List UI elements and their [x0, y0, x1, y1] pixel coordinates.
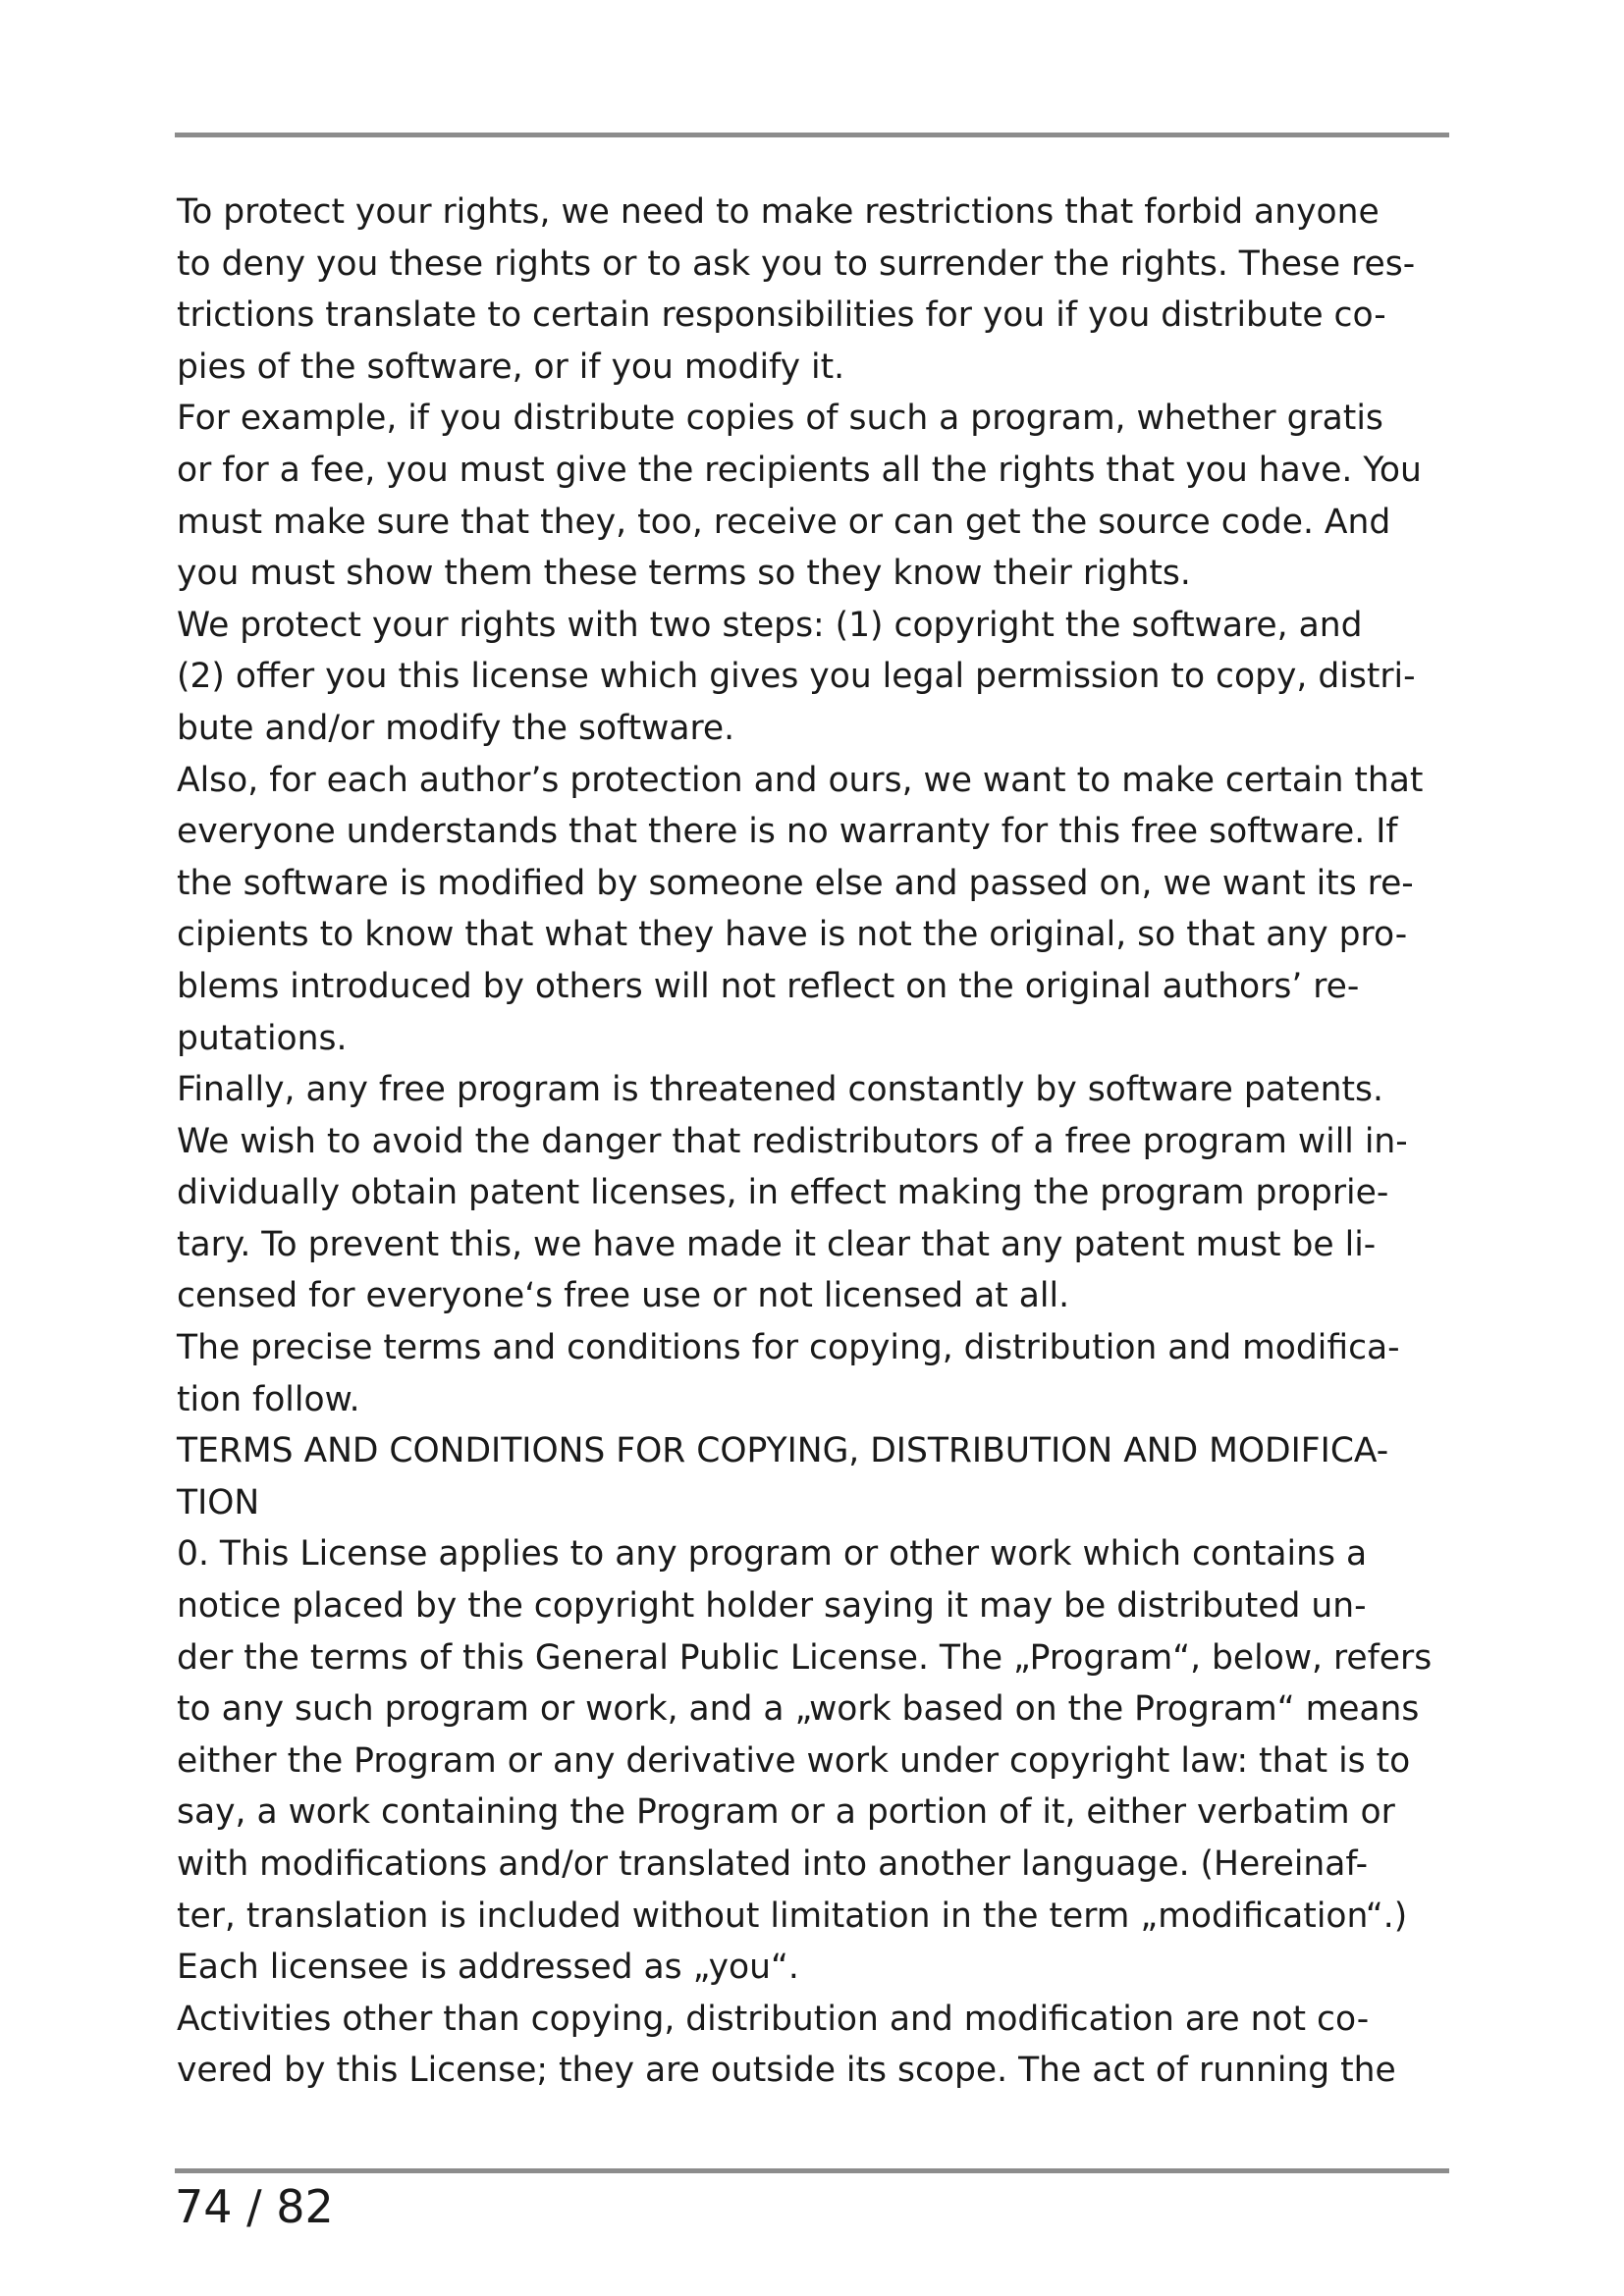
text-line: or for a fee, you must give the recipients all the rights that you have. You: [177, 450, 1422, 490]
text-line: everyone understands that there is no warranty for this free software. If: [177, 812, 1398, 852]
text-line: say, a work containing the Program or a portion of it, either verbatim or: [177, 1792, 1395, 1833]
text-line: blems introduced by others will not reflect on the original authors’ re-: [177, 966, 1360, 1006]
text-line: For example, if you distribute copies of such a program, whether gratis: [177, 399, 1383, 439]
text-line: to deny you these rights or to ask you to surrender the rights. These res-: [177, 243, 1416, 284]
text-line: to any such program or work, and a „work based on the Program“ means: [177, 1689, 1420, 1730]
page-number: 74 / 82: [175, 2180, 334, 2233]
text-line: notice placed by the copyright holder saying it may be distributed un-: [177, 1586, 1367, 1627]
text-line: We protect your rights with two steps: (1) copyright the software, and: [177, 605, 1363, 645]
text-line: We wish to avoid the danger that redistributors of a free program will in-: [177, 1121, 1408, 1161]
text-line: the software is modified by someone else and passed on, we want its re-: [177, 863, 1414, 903]
paragraph-activities-scope: [177, 1994, 1453, 2097]
text-line: TERMS AND CONDITIONS FOR COPYING, DISTRIBUTION AND MODIFICA-: [177, 1431, 1389, 1471]
text-line: bute and/or modify the software.: [177, 708, 735, 748]
text-line: tion follow.: [177, 1379, 360, 1419]
text-line: vered by this License; they are outside its scope. The act of running the: [177, 2051, 1396, 2091]
paragraph-rights-restrictions: [177, 187, 1453, 393]
text-line: must make sure that they, too, receive or can get the source code. And: [177, 502, 1391, 542]
text-line: Finally, any free program is threatened constantly by software patents.: [177, 1070, 1383, 1110]
text-line: cipients to know that what they have is not the original, so that any pro-: [177, 915, 1408, 955]
text-line: trictions translate to certain responsibilities for you if you distribute co-: [177, 295, 1386, 336]
text-line: tary. To prevent this, we have made it clear that any patent must be li-: [177, 1224, 1377, 1264]
document-body: [177, 187, 1453, 2097]
text-line: TION: [177, 1482, 260, 1522]
paragraph-software-patents: [177, 1064, 1453, 1322]
bottom-divider: [175, 2168, 1449, 2173]
paragraph-no-warranty: [177, 755, 1453, 1065]
text-line: Also, for each author’s protection and ours, we want to make certain that: [177, 760, 1424, 800]
text-line: der the terms of this General Public License. The „Program“, below, refers: [177, 1637, 1433, 1678]
text-line: censed for everyone‘s free use or not licensed at all.: [177, 1276, 1070, 1316]
text-line: you must show them these terms so they know their rights.: [177, 554, 1191, 594]
paragraph-two-steps: [177, 600, 1453, 755]
paragraph-clause-0: [177, 1528, 1453, 1993]
text-line: The precise terms and conditions for copying, distribution and modifica-: [177, 1328, 1400, 1368]
text-line: ter, translation is included without limitation in the term „modification“.): [177, 1896, 1408, 1936]
text-line: putations.: [177, 1018, 348, 1058]
text-line: pies of the software, or if you modify it.: [177, 347, 845, 387]
text-line: (2) offer you this license which gives you legal permission to copy, distri-: [177, 657, 1416, 697]
paragraph-terms-follow: [177, 1322, 1453, 1425]
paragraph-distribution-example: [177, 393, 1453, 599]
top-divider: [175, 133, 1449, 137]
text-line: To protect your rights, we need to make restrictions that forbid anyone: [177, 192, 1380, 232]
text-line: Activities other than copying, distribution and modification are not co-: [177, 1999, 1370, 2039]
text-line: either the Program or any derivative work under copyright law: that is to: [177, 1740, 1411, 1781]
text-line: 0. This License applies to any program or other work which contains a: [177, 1534, 1368, 1575]
text-line: with modifications and/or translated into another language. (Hereinaf-: [177, 1844, 1369, 1884]
text-line: Each licensee is addressed as „you“.: [177, 1948, 799, 1988]
text-line: dividually obtain patent licenses, in effect making the program proprie-: [177, 1173, 1389, 1213]
section-heading-terms-and-conditions: [177, 1425, 1453, 1528]
